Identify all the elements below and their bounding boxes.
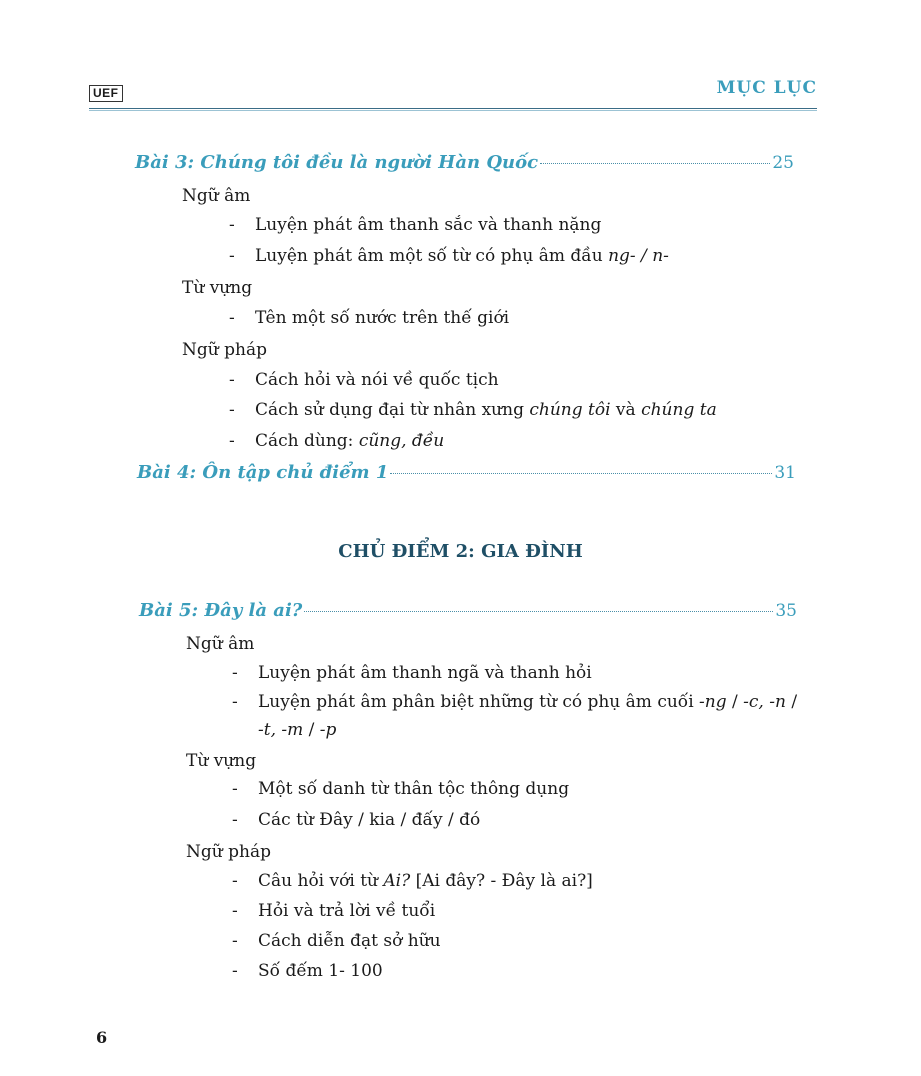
leader-dots (540, 163, 770, 164)
leader-dots (304, 611, 773, 612)
lesson-title: Bài 4: Ôn tập chủ điểm 1 (137, 462, 389, 483)
section-vocabulary: Từ vựng (182, 278, 253, 298)
list-item: - Luyện phát âm một số từ có phụ âm đầu ng- / n- (229, 246, 669, 266)
lesson-page-number: 31 (774, 463, 796, 483)
section-pronunciation: Ngữ âm (182, 186, 251, 206)
page-number: 6 (96, 1028, 108, 1047)
list-item: - Tên một số nước trên thế giới (229, 308, 510, 328)
list-item: - Cách hỏi và nói về quốc tịch (229, 370, 499, 390)
list-item: - Cách dùng: cũng, đều (229, 431, 445, 451)
lesson-title: Bài 5: Đây là ai? (139, 600, 303, 621)
theme-heading: CHỦ ĐIỂM 2: GIA ĐÌNH (338, 541, 583, 562)
uef-logo: UEF (89, 85, 123, 102)
list-item: - Cách sử dụng đại từ nhân xưng chúng tôi và chúng ta (229, 400, 717, 420)
section-vocabulary: Từ vựng (186, 751, 257, 771)
list-item: - Số đếm 1- 100 (232, 961, 383, 981)
list-item: - Câu hỏi với từ Ai? [Ai đây? - Đây là ai?] (232, 871, 593, 891)
section-grammar: Ngữ pháp (182, 340, 267, 360)
header-title: MỤC LỤC (716, 78, 817, 98)
list-item: - Hỏi và trả lời về tuổi (232, 901, 436, 921)
lesson-page-number: 25 (772, 153, 794, 173)
lesson-title: Bài 3: Chúng tôi đều là người Hàn Quốc (135, 152, 539, 173)
list-item: - Luyện phát âm phân biệt những từ có phụ âm cuối -ng / -c, -n / (232, 692, 798, 712)
leader-dots (390, 473, 772, 474)
toc-entry-lesson-3[interactable] (135, 152, 794, 173)
lesson-page-number: 35 (775, 601, 797, 621)
list-item: - Một số danh từ thân tộc thông dụng (232, 779, 570, 799)
section-grammar: Ngữ pháp (186, 842, 271, 862)
section-pronunciation: Ngữ âm (186, 634, 255, 654)
list-item-continuation: -t, -m / -p (258, 720, 337, 740)
list-item: - Luyện phát âm thanh sắc và thanh nặng (229, 215, 602, 235)
header-divider (89, 108, 817, 111)
list-item: - Luyện phát âm thanh ngã và thanh hỏi (232, 663, 592, 683)
toc-entry-lesson-5[interactable] (139, 600, 797, 621)
toc-entry-lesson-4[interactable] (137, 462, 796, 483)
list-item: - Cách diễn đạt sở hữu (232, 931, 441, 951)
list-item: - Các từ Đây / kia / đấy / đó (232, 810, 481, 830)
